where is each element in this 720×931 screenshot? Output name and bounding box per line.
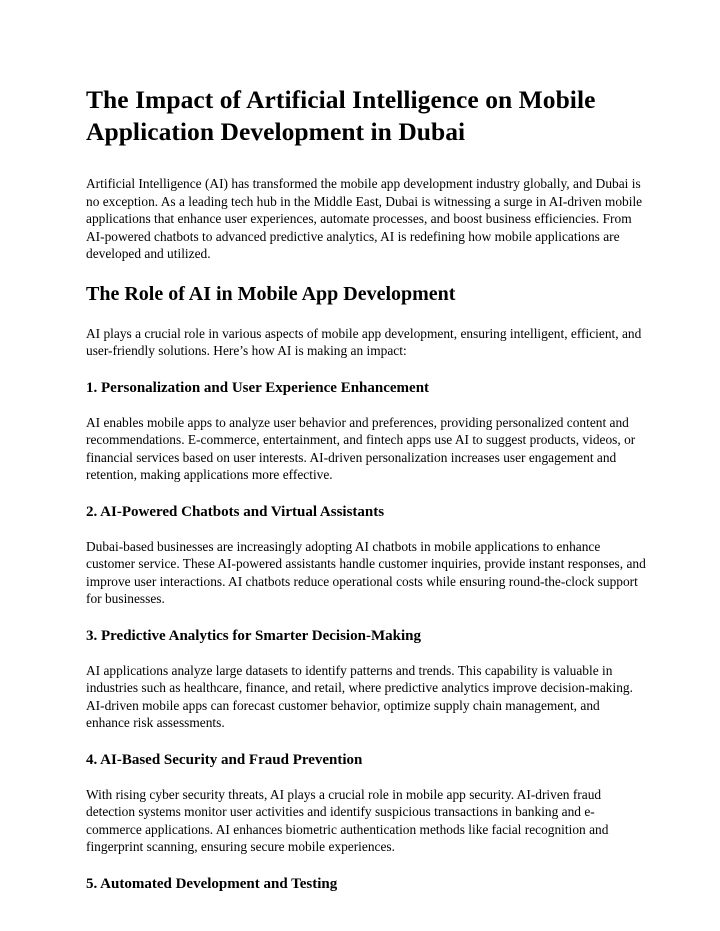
section-heading: 1. Personalization and User Experience Enhancement: [86, 379, 430, 396]
section-body: With rising cyber security threats, AI plays a crucial role in mobile app security. AI-driven fraud detection systems monitor user activities and identify suspicious transactions in banking and e-commerce applications. AI enhances biometric authentication methods like facial recognition and fingerprint scanning, ensuring secure mobile experiences.: [86, 786, 609, 854]
section-predictive-analytics: [86, 627, 646, 732]
section-heading: 5. Automated Development and Testing: [86, 875, 338, 892]
section-body: Dubai-based businesses are increasingly adopting AI chatbots in mobile applications to enhance customer service. These AI-powered assistants handle customer inquiries, provide instant responses, and improve user interactions. AI chatbots reduce operational costs while ensuring round-the-clock support for businesses.: [86, 538, 646, 606]
document-page: [86, 84, 646, 894]
section-body: AI applications analyze large datasets to identify patterns and trends. This capability is valuable in industries such as healthcare, finance, and retail, where predictive analytics improve decision-making. AI-driven mobile apps can forecast customer behavior, optimize supply chain management, and enhance risk assessments.: [86, 662, 633, 730]
section-heading: 2. AI-Powered Chatbots and Virtual Assistants: [86, 503, 385, 520]
section-heading: 4. AI-Based Security and Fraud Prevention: [86, 751, 363, 768]
intro-paragraph: Artificial Intelligence (AI) has transformed the mobile app development industry globally, and Dubai is no exception. As a leading tech hub in the Middle East, Dubai is witnessing a surge in AI-driven mobile applications that enhance user experiences, automate processes, and boost business efficiencies. From AI-powered chatbots to advanced predictive analytics, AI is redefining how mobile applications are developed and utilized.: [86, 176, 643, 261]
section-automated-development: [86, 875, 646, 894]
section-chatbots: [86, 503, 646, 608]
role-heading: The Role of AI in Mobile App Development: [86, 282, 456, 305]
section-personalization: [86, 379, 646, 484]
section-body: AI enables mobile apps to analyze user behavior and preferences, providing personalized content and recommendations. E-commerce, entertainment, and fintech apps use AI to suggest products, videos, or financial services based on user interests. AI-driven personalization increases user engagement and retention, making applications more effective.: [86, 414, 636, 482]
section-heading: 3. Predictive Analytics for Smarter Decision-Making: [86, 627, 421, 644]
section-security: [86, 751, 646, 856]
role-paragraph: AI plays a crucial role in various aspects of mobile app development, ensuring intelligent, efficient, and user-friendly solutions. Here’s how AI is making an impact:: [86, 325, 642, 358]
document-title: The Impact of Artificial Intelligence on Mobile Application Development in Dubai: [86, 85, 596, 146]
